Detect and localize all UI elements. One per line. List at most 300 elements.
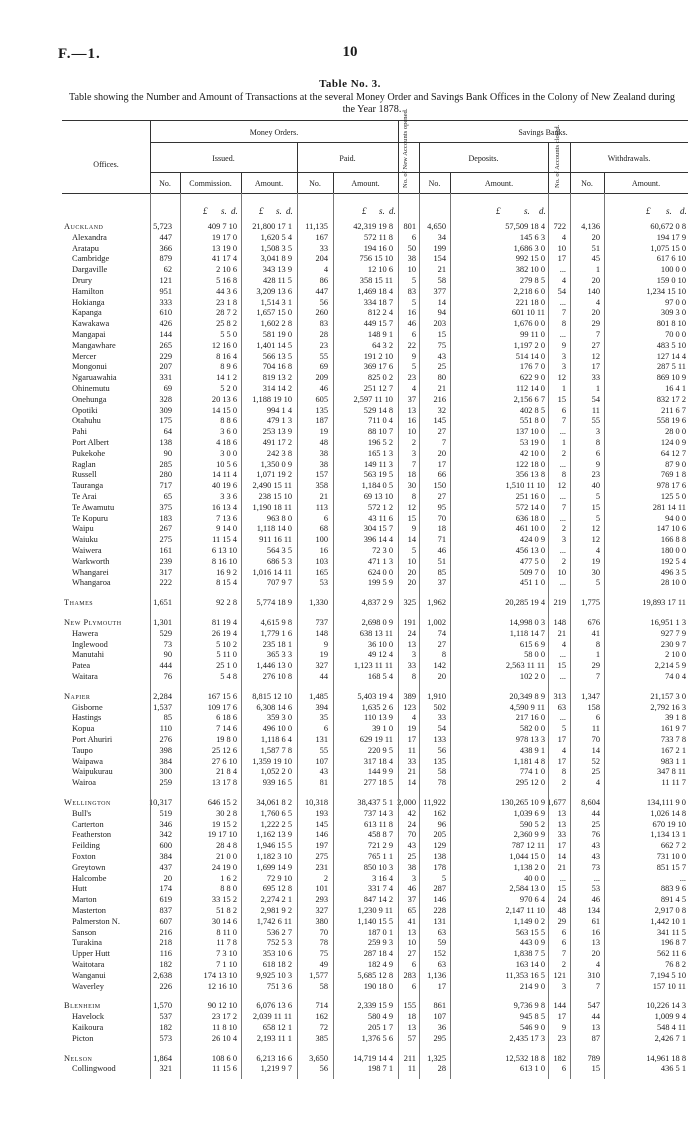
new-accounts-cell: 50 <box>407 243 416 253</box>
accounts-closed-cell: 13 <box>557 819 566 829</box>
table-row <box>64 470 688 480</box>
new-accounts-cell: 20 <box>407 578 416 588</box>
paid-amount-cell: 1,184 0 5 <box>361 481 393 491</box>
deposits-no-cell: 74 <box>437 628 446 638</box>
paid-amount-cell: 205 1 7 <box>367 1023 393 1032</box>
column-rule <box>570 193 571 1079</box>
office-name: Mongonui <box>72 362 107 372</box>
table-row <box>64 1023 688 1033</box>
deposits-amount-cell: 1,181 4 8 <box>513 756 545 766</box>
commission-cell: 26 10 4 <box>211 1033 237 1043</box>
table-row <box>64 618 688 628</box>
office-name: Kapanga <box>72 308 102 318</box>
paid-no-cell: 6 <box>323 513 328 523</box>
office-name: Kopua <box>72 724 95 734</box>
commission-cell: 6 13 10 <box>211 546 237 555</box>
new-accounts-cell: 13 <box>407 927 416 937</box>
office-name: Turakina <box>72 938 102 948</box>
commission-cell: 23 1 8 <box>216 297 237 307</box>
deposits-amount-cell: 451 1 0 <box>519 578 545 588</box>
deposits-no-cell: 14 <box>437 297 446 307</box>
issued-no-cell: 280 <box>159 470 172 480</box>
issued-amount-cell: 2,274 2 1 <box>260 895 292 905</box>
issued-no-cell: 222 <box>159 578 172 588</box>
withdrawals-no-cell: 1,347 <box>581 691 600 701</box>
new-accounts-cell: 65 <box>407 906 416 915</box>
deposits-no-cell: 1,910 <box>427 691 446 701</box>
withdrawals-no-cell: 8 <box>595 438 600 447</box>
commission-cell: 92 2 8 <box>216 598 237 608</box>
accounts-closed-cell: 7 <box>561 308 566 318</box>
commission-cell: 21 8 4 <box>216 767 237 777</box>
accounts-closed-heading: No. of Accounts closed. <box>554 124 561 188</box>
paid-no-cell: 4 <box>323 265 328 275</box>
table-row <box>64 438 688 448</box>
withdrawals-amount-cell: 7,194 5 10 <box>650 970 686 980</box>
withdrawals-amount-cell: 733 7 8 <box>660 735 686 744</box>
issued-amount-cell: 428 11 5 <box>262 276 292 285</box>
paid-amount-cell: 43 11 6 <box>368 513 393 523</box>
withdrawals-no-cell: 4 <box>595 778 600 788</box>
paid-no-cell: 204 <box>315 254 328 264</box>
table-row <box>64 265 688 275</box>
withdrawals-no-cell: 4,136 <box>581 222 600 231</box>
issued-no-cell: 90 <box>163 650 172 660</box>
office-name: Whangaroa <box>72 578 111 588</box>
withdrawals-amount-cell: 1,234 15 10 <box>646 286 686 296</box>
deposits-amount-cell: 99 11 0 <box>520 330 545 339</box>
office-name: Masterton <box>72 906 106 915</box>
office-name: Hokianga <box>72 297 105 307</box>
paid-amount-cell: 165 1 3 <box>367 448 393 458</box>
issued-no-cell: 65 <box>163 492 172 501</box>
table-row <box>64 492 688 502</box>
paid-no-cell: 75 <box>319 949 328 959</box>
new-accounts-cell: 15 <box>407 513 416 523</box>
commission-cell: 44 3 6 <box>216 286 237 296</box>
issued-no-cell: 717 <box>159 481 172 491</box>
new-accounts-cell: 11 <box>407 745 416 755</box>
issued-amount-cell: 1,118 6 4 <box>260 735 292 744</box>
table-row <box>64 874 688 884</box>
issued-no-cell: 1,651 <box>153 598 172 608</box>
withdrawals-no-cell: 43 <box>591 841 600 851</box>
deposits-no-cell: 1,962 <box>427 598 446 608</box>
withdrawals-amount-cell: 39 1 8 <box>665 713 686 723</box>
commission-cell: 5 5 0 <box>220 330 237 339</box>
new-accounts-cell: 191 <box>403 618 416 627</box>
paid-amount-cell: 3 16 4 <box>372 873 393 883</box>
paid-amount-cell: 196 5 2 <box>367 438 393 447</box>
office-name: Aratapu <box>72 243 99 253</box>
issued-no-cell: 375 <box>159 502 172 512</box>
withdrawals-no-cell: 789 <box>587 1053 600 1063</box>
paid-no-cell: 3,650 <box>309 1053 328 1063</box>
issued-amount-cell: 238 15 10 <box>258 492 292 501</box>
withdrawals-amount-cell: 1,009 9 4 <box>654 1012 686 1022</box>
office-name: Wairoa <box>72 778 96 788</box>
paid-amount-cell: 1,123 11 11 <box>353 661 393 671</box>
table-row <box>64 661 688 671</box>
withdrawals-no-cell: 41 <box>591 628 600 638</box>
new-accounts-cell: 8 <box>411 492 416 501</box>
paid-amount-cell: 191 2 10 <box>363 351 393 361</box>
accounts-closed-cell: 9 <box>561 1023 566 1032</box>
issued-no-cell: 207 <box>159 362 172 372</box>
commission-cell: 1 6 2 <box>220 873 237 883</box>
new-accounts-cell: 5 <box>411 362 416 372</box>
table-row <box>64 222 688 232</box>
office-name: Nelson <box>64 1053 93 1063</box>
issued-no-cell: 366 <box>159 243 172 253</box>
issued-amount-cell: 1,760 6 5 <box>260 808 292 818</box>
deposits-no-cell: 11,922 <box>423 798 446 807</box>
issued-no-cell: 300 <box>159 767 172 777</box>
office-name: Picton <box>72 1033 94 1043</box>
deposits-no-cell: 63 <box>437 927 446 937</box>
paid-no-cell: 275 <box>315 852 328 861</box>
issued-amount-cell: 6,076 13 6 <box>256 1001 292 1011</box>
deposits-amount-cell: 456 13 0 <box>515 546 545 555</box>
currency-unit-label: d. <box>286 206 293 216</box>
issued-amount-cell: 686 5 3 <box>266 556 292 566</box>
new-accounts-cell: 21 <box>407 767 416 777</box>
accounts-closed-cell: 12 <box>557 373 566 383</box>
savings-banks-group: Savings Banks. <box>518 128 568 137</box>
issued-no-cell: 321 <box>159 1064 172 1074</box>
new-accounts-cell: 24 <box>407 819 416 829</box>
accounts-closed-cell: 10 <box>557 567 566 577</box>
commission-cell: 19 8 0 <box>216 735 237 744</box>
issued-no-cell: 331 <box>159 373 172 383</box>
withdrawals-amount-cell: 127 14 4 <box>656 351 686 361</box>
office-name: Bull's <box>72 808 92 818</box>
deposits-no-cell: 502 <box>433 702 446 712</box>
paid-no-cell: 605 <box>315 394 328 404</box>
issued-no-cell: 110 <box>159 724 172 734</box>
new-accounts-cell: 123 <box>403 702 416 712</box>
new-accounts-cell: 10 <box>407 265 416 275</box>
paid-no-cell: 83 <box>319 319 328 329</box>
accounts-closed-cell: 1 <box>561 438 566 447</box>
office-name: Waitara <box>72 672 98 681</box>
new-accounts-cell: 6 <box>411 330 416 339</box>
paid-amount-cell: 1,376 5 6 <box>361 1033 393 1043</box>
paid-amount-cell: 190 18 0 <box>363 981 393 991</box>
accounts-closed-cell: 2 <box>561 556 566 566</box>
table-row <box>64 535 688 545</box>
paid-amount-cell: 187 0 1 <box>367 927 393 937</box>
accounts-closed-cell: 12 <box>557 481 566 491</box>
commission-cell: 11 15 6 <box>212 1064 237 1074</box>
paid-no-cell: 10,318 <box>304 798 328 807</box>
deposits-amount-cell: 774 1 0 <box>519 767 545 777</box>
withdrawals-no-cell: 3 <box>595 427 600 437</box>
office-name: Ohinemutu <box>72 384 110 393</box>
deposits-amount-heading: Amount. <box>484 179 514 188</box>
issued-amount-cell: 2,193 11 1 <box>256 1033 292 1043</box>
paid-amount-cell: 12 10 6 <box>367 265 393 275</box>
office-name: Wanganui <box>72 970 106 980</box>
deposits-no-cell: 4,650 <box>427 222 446 231</box>
issued-amount-cell: 581 19 0 <box>262 330 292 339</box>
paid-no-cell: 101 <box>315 884 328 894</box>
office-name: Te Arai <box>72 492 97 501</box>
accounts-closed-cell: 4 <box>561 639 566 649</box>
table-row <box>64 917 688 927</box>
table-row <box>64 427 688 437</box>
table-row <box>64 568 688 578</box>
issued-amount-cell: 8,815 12 10 <box>252 691 292 701</box>
paid-no-cell: 165 <box>315 567 328 577</box>
accounts-closed-cell: 15 <box>557 394 566 404</box>
paid-amount-cell: 1,469 18 4 <box>357 286 393 296</box>
withdrawals-no-cell: 25 <box>591 819 600 829</box>
column-rule <box>450 193 451 1079</box>
withdrawals-amount-cell: 309 3 0 <box>660 308 686 318</box>
commission-cell: 40 19 6 <box>211 481 237 491</box>
paid-amount-cell: 756 15 10 <box>359 254 393 264</box>
accounts-closed-cell: 7 <box>561 502 566 512</box>
currency-unit-label: £ <box>259 206 264 216</box>
issued-amount-cell: 1,508 3 5 <box>260 243 292 253</box>
withdrawals-no-cell: 11 <box>591 724 600 734</box>
withdrawals-amount-cell: 60,672 0 8 <box>650 222 686 231</box>
accounts-closed-cell: 63 <box>557 702 566 712</box>
withdrawals-amount-cell: 483 5 10 <box>656 340 686 350</box>
paid-no-cell: 6 <box>323 724 328 734</box>
office-name: Palmerston N. <box>72 916 120 926</box>
new-accounts-cell: 23 <box>407 373 416 383</box>
table-row <box>64 254 688 264</box>
deposits-amount-cell: 112 14 0 <box>515 384 545 393</box>
paid-no-cell: 78 <box>319 938 328 948</box>
deposits-amount-cell: 2,435 17 3 <box>509 1033 545 1043</box>
withdrawals-amount-cell: 1,075 15 0 <box>650 243 686 253</box>
commission-cell: 7 1 10 <box>216 960 237 969</box>
deposits-no-cell: 152 <box>433 949 446 959</box>
new-accounts-cell: 3 <box>411 448 416 458</box>
issued-amount-cell: 536 2 7 <box>266 927 292 937</box>
new-accounts-cell: 3 <box>411 873 416 883</box>
commission-cell: 19 17 0 <box>211 232 237 242</box>
withdrawals-amount-cell: 97 0 0 <box>665 297 686 307</box>
withdrawals-no-cell: 4 <box>595 546 600 555</box>
issued-no-cell: 529 <box>159 628 172 638</box>
table-row <box>64 287 688 297</box>
withdrawals-amount-cell: 196 8 7 <box>660 938 686 948</box>
issued-no-cell: 216 <box>159 927 172 937</box>
new-accounts-cell: 16 <box>407 416 416 426</box>
paid-amount-cell: 1,635 2 6 <box>361 702 393 712</box>
issued-no-cell: 384 <box>159 756 172 766</box>
currency-unit-label: d. <box>680 206 687 216</box>
issued-amount-cell: 566 13 5 <box>262 351 292 361</box>
table-row <box>64 703 688 713</box>
issued-no-cell: 10,317 <box>148 798 172 807</box>
commission-cell: 12 16 10 <box>207 981 237 991</box>
office-name: Waverley <box>72 981 104 991</box>
new-accounts-cell: 10 <box>407 938 416 948</box>
issued-amount-cell: 1,946 15 5 <box>256 841 292 851</box>
paid-amount-cell: 220 9 5 <box>367 745 393 755</box>
paid-amount-cell: 563 19 5 <box>363 470 393 480</box>
accounts-closed-cell: ... <box>559 459 566 469</box>
paid-amount-cell: 149 11 3 <box>363 459 393 469</box>
withdrawals-amount-cell: 166 8 8 <box>660 535 686 545</box>
issued-no-cell: 610 <box>159 308 172 318</box>
deposits-no-cell: 146 <box>433 895 446 905</box>
deposits-no-cell: 216 <box>433 394 446 404</box>
column-rule <box>419 193 420 1079</box>
paid-no-cell: 58 <box>319 981 328 991</box>
issued-no-cell: 285 <box>159 459 172 469</box>
paid-amount-cell: 64 3 2 <box>372 340 393 350</box>
paid-no-cell: 447 <box>315 286 328 296</box>
deposits-amount-cell: 137 10 0 <box>515 427 545 437</box>
accounts-closed-cell: ... <box>559 713 566 723</box>
accounts-closed-cell: 1,677 <box>547 798 566 807</box>
table-row <box>64 982 688 992</box>
office-name: Napier <box>64 691 91 701</box>
column-rule <box>150 193 151 1079</box>
commission-cell: 27 6 10 <box>211 756 237 766</box>
new-accounts-cell: 19 <box>407 724 416 734</box>
deposits-amount-cell: 572 14 0 <box>515 502 545 512</box>
withdrawals-no-cell: 33 <box>591 373 600 383</box>
table-row <box>64 757 688 767</box>
withdrawals-amount-cell: 64 12 7 <box>660 448 686 458</box>
commission-cell: 5 16 8 <box>216 276 237 285</box>
issued-amount-cell: 3,209 13 6 <box>256 286 292 296</box>
withdrawals-amount-cell: 548 4 11 <box>656 1023 686 1032</box>
paid-heading: Paid. <box>339 154 356 163</box>
deposits-amount-cell: 145 6 3 <box>519 232 545 242</box>
deposits-no-cell: 861 <box>433 1001 446 1011</box>
new-accounts-cell: 5 <box>411 297 416 307</box>
deposits-no-cell: 36 <box>437 1023 446 1032</box>
commission-cell: 3 6 0 <box>220 427 237 437</box>
paid-amount-cell: 38,437 5 1 <box>357 798 393 807</box>
table-row <box>64 830 688 840</box>
issued-no-cell: 328 <box>159 394 172 404</box>
issued-amount-cell: 1,071 19 2 <box>256 470 292 480</box>
office-name: Pahi <box>72 427 87 437</box>
withdrawals-no-cell: 12 <box>591 351 600 361</box>
table-row <box>64 906 688 916</box>
issued-no-cell: 1,864 <box>153 1053 172 1063</box>
commission-cell: 30 2 8 <box>216 808 237 818</box>
withdrawals-amount-cell: 883 9 6 <box>660 884 686 894</box>
commission-cell: 19 15 2 <box>211 819 237 829</box>
commission-cell: 3 3 6 <box>220 492 237 501</box>
issued-no-cell: 2,638 <box>153 970 172 980</box>
office-name: Collingwood <box>72 1064 116 1074</box>
withdrawals-no-cell: 55 <box>591 416 600 426</box>
commission-cell: 81 19 4 <box>211 618 237 627</box>
paid-no-cell: 23 <box>319 340 328 350</box>
deposits-no-cell: 46 <box>437 546 446 555</box>
withdrawals-amount-cell: 28 10 0 <box>660 578 686 588</box>
paid-no-cell: 19 <box>319 427 328 437</box>
deposits-no-cell: 94 <box>437 308 446 318</box>
new-accounts-cell: 8 <box>411 672 416 681</box>
withdrawals-no-cell: 13 <box>591 938 600 948</box>
withdrawals-amount-cell: 10,226 14 3 <box>646 1001 686 1011</box>
withdrawals-no-cell: 23 <box>591 470 600 480</box>
issued-no-cell: 90 <box>163 448 172 458</box>
issued-amount-cell: 1,190 18 11 <box>252 502 292 512</box>
withdrawals-amount-cell: 978 17 6 <box>656 481 686 491</box>
commission-cell: 5 11 0 <box>216 650 237 660</box>
withdrawals-no-cell: 27 <box>591 340 600 350</box>
withdrawals-no-cell: 52 <box>591 756 600 766</box>
paid-no-cell: 56 <box>319 297 328 307</box>
withdrawals-no-cell: 8 <box>595 639 600 649</box>
deposits-amount-cell: 2,563 11 11 <box>505 661 545 671</box>
withdrawals-no-cell: 5 <box>595 578 600 588</box>
withdrawals-no-cell: 20 <box>591 949 600 959</box>
deposits-amount-cell: 130,265 10 9 <box>501 798 545 807</box>
paid-amount-cell: 449 15 7 <box>363 319 393 329</box>
commission-cell: 174 13 10 <box>203 970 237 980</box>
paid-amount-cell: 5,403 19 4 <box>357 691 393 701</box>
new-accounts-cell: 12 <box>407 502 416 512</box>
office-name: Otahuhu <box>72 416 101 426</box>
new-accounts-cell: 9 <box>411 351 416 361</box>
accounts-closed-cell: 17 <box>557 756 566 766</box>
paid-no-cell: 131 <box>315 735 328 744</box>
accounts-closed-cell: 2 <box>561 778 566 788</box>
accounts-closed-cell: 54 <box>557 286 566 296</box>
new-accounts-cell: 4 <box>411 713 416 723</box>
withdrawals-amount-cell: 74 0 4 <box>665 672 686 681</box>
table-row <box>64 578 688 588</box>
new-accounts-cell: 3 <box>411 650 416 660</box>
new-accounts-cell: 33 <box>407 661 416 671</box>
table-row <box>64 598 688 608</box>
withdrawals-amount-cell: 983 1 1 <box>660 756 686 766</box>
issued-amount-cell: 994 1 4 <box>266 405 292 415</box>
office-name: Whangarei <box>72 567 109 577</box>
deposits-no-cell: 7 <box>441 438 446 447</box>
commission-cell: 14 15 0 <box>211 405 237 415</box>
withdrawals-no-cell: 61 <box>591 916 600 926</box>
currency-unit-label: £ <box>496 206 501 216</box>
deposits-amount-cell: 1,138 2 0 <box>513 862 545 872</box>
paid-amount-cell: 711 0 4 <box>368 416 393 426</box>
table-row <box>64 960 688 970</box>
office-name: Dargaville <box>72 265 108 275</box>
issued-heading: Issued. <box>212 154 235 163</box>
office-name: Waipawa <box>72 756 103 766</box>
withdrawals-amount-cell: 769 1 8 <box>660 470 686 480</box>
commission-cell: 109 17 6 <box>207 702 237 712</box>
accounts-closed-cell: 6 <box>561 927 566 937</box>
new-accounts-cell: 13 <box>407 405 416 415</box>
withdrawals-amount-cell: 70 0 0 <box>665 330 686 339</box>
deposits-no-cell: 150 <box>433 481 446 491</box>
new-accounts-heading: No. of New Accounts opened. <box>402 108 409 188</box>
paid-amount-cell: 168 5 4 <box>367 672 393 681</box>
new-accounts-cell: 4 <box>411 384 416 393</box>
table-row <box>64 449 688 459</box>
commission-cell: 9 14 0 <box>216 524 237 534</box>
issued-no-cell: 444 <box>159 661 172 671</box>
paid-no-cell: 69 <box>319 362 328 372</box>
office-name: Kaikoura <box>72 1023 104 1032</box>
deposits-no-cell: 135 <box>433 756 446 766</box>
